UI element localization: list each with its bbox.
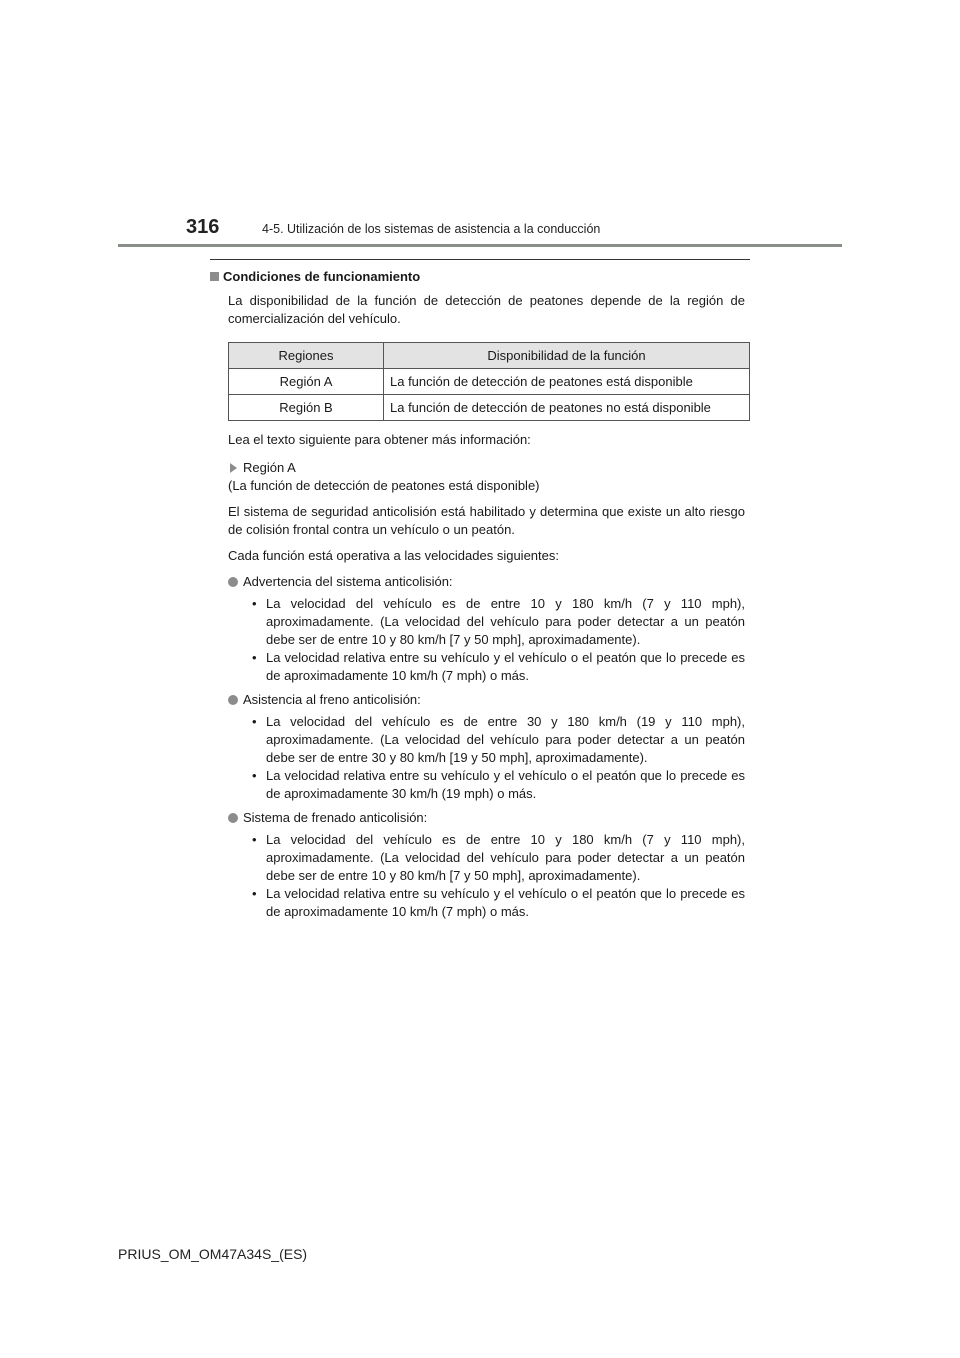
function-title: Advertencia del sistema anticolisión: [243, 574, 453, 589]
function-title-line [228, 573, 745, 591]
list-item-text: La velocidad relativa entre su vehículo y el vehículo o el peatón que lo precede es de aproximadamente 10 km/h (7 mph) o más. [266, 886, 745, 919]
region-a-subtitle: (La función de detección de peatones está disponible) [228, 478, 540, 493]
function-title: Sistema de frenado anticolisión: [243, 810, 428, 825]
table-cell: Región A [229, 369, 384, 395]
conditions-heading [210, 268, 745, 286]
read-more-text: Lea el texto siguiente para obtener más información: [228, 432, 531, 447]
conditions-heading-text: Condiciones de funcionamiento [223, 269, 421, 284]
function-block [210, 691, 745, 803]
list-item: • La velocidad relativa entre su vehículo y el vehículo o el peatón que lo precede es de aproximadamente 10 km/h (7 mph) o más. [252, 650, 745, 683]
page-content [210, 268, 745, 921]
circle-bullet-icon [228, 813, 238, 823]
region-a-block [210, 459, 745, 495]
function-title-line [228, 691, 745, 709]
function-conditions-list [228, 831, 745, 921]
list-item: • La velocidad del vehículo es de entre 10 y 180 km/h (7 y 110 mph), aproximadamente. (La velocidad del vehículo para poder detectar a un peatón debe ser de entre 10 y 80 km/h [7 y 50 mph], aproximadamente). [252, 832, 745, 883]
list-item-text: La velocidad del vehículo es de entre 10 y 180 km/h (7 y 110 mph), aproximadamente. (La velocidad del vehículo para poder detectar a un peatón debe ser de entre 10 y 80 km/h [7 y 50 mph], aproximadamente). [266, 832, 745, 883]
table-cell: La función de detección de peatones no está disponible [384, 395, 750, 421]
function-block [210, 809, 745, 921]
section-divider [210, 259, 750, 260]
function-conditions-list [228, 595, 745, 685]
document-code: PRIUS_OM_OM47A34S_(ES) [118, 1246, 308, 1262]
section-title: 4-5. Utilización de los sistemas de asistencia a la conducción [262, 222, 601, 236]
list-item: • La velocidad del vehículo es de entre 30 y 180 km/h (19 y 110 mph), aproximadamente. (La velocidad del vehículo para poder detectar a un peatón debe ser de entre 30 y 80 km/h [19 y 50 mph], aproximadamente). [252, 714, 745, 765]
square-bullet-icon [210, 272, 219, 281]
page-number: 316 [186, 216, 220, 238]
conditions-intro: La disponibilidad de la función de detección de peatones depende de la región de comercialización del vehículo. [228, 293, 745, 326]
circle-bullet-icon [228, 695, 238, 705]
list-item-text: La velocidad relativa entre su vehículo y el vehículo o el peatón que lo precede es de aproximadamente 30 km/h (19 mph) o más. [266, 768, 745, 801]
table-cell: La función de detección de peatones está disponible [384, 369, 750, 395]
list-item: • La velocidad del vehículo es de entre 10 y 180 km/h (7 y 110 mph), aproximadamente. (La velocidad del vehículo para poder detectar a un peatón debe ser de entre 10 y 80 km/h [7 y 50 mph], aproximadamente). [252, 596, 745, 647]
region-a-title-line [228, 459, 745, 477]
function-conditions-list [228, 713, 745, 803]
table-header-cell: Disponibilidad de la función [384, 343, 750, 369]
system-text: El sistema de seguridad anticolisión está habilitado y determina que existe un alto riesgo de colisión frontal contra un vehículo o un peatón. [228, 504, 745, 537]
function-title: Asistencia al freno anticolisión: [243, 692, 421, 707]
list-item-text: La velocidad del vehículo es de entre 10 y 180 km/h (7 y 110 mph), aproximadamente. (La velocidad del vehículo para poder detectar a un peatón debe ser de entre 10 y 80 km/h [7 y 50 mph], aproximadamente). [266, 596, 745, 647]
list-item: • La velocidad relativa entre su vehículo y el vehículo o el peatón que lo precede es de aproximadamente 30 km/h (19 mph) o más. [252, 768, 745, 801]
list-item-text: La velocidad del vehículo es de entre 30 y 180 km/h (19 y 110 mph), aproximadamente. (La velocidad del vehículo para poder detectar a un peatón debe ser de entre 30 y 80 km/h [19 y 50 mph], aproximadamente). [266, 714, 745, 765]
list-item-text: La velocidad relativa entre su vehículo y el vehículo o el peatón que lo precede es de aproximadamente 10 km/h (7 mph) o más. [266, 650, 745, 683]
header-divider [118, 244, 842, 247]
function-title-line [228, 809, 745, 827]
table-header-row [229, 343, 750, 369]
table-cell: Región B [229, 395, 384, 421]
function-block [210, 573, 745, 685]
circle-bullet-icon [228, 577, 238, 587]
table-row [229, 369, 750, 395]
table-header-cell: Regiones [229, 343, 384, 369]
table-row [229, 395, 750, 421]
regions-table [228, 342, 750, 421]
region-a-title: Región A [243, 460, 296, 475]
speeds-text: Cada función está operativa a las velocidades siguientes: [228, 548, 559, 563]
triangle-bullet-icon [230, 463, 237, 473]
list-item: • La velocidad relativa entre su vehículo y el vehículo o el peatón que lo precede es de aproximadamente 10 km/h (7 mph) o más. [252, 886, 745, 919]
